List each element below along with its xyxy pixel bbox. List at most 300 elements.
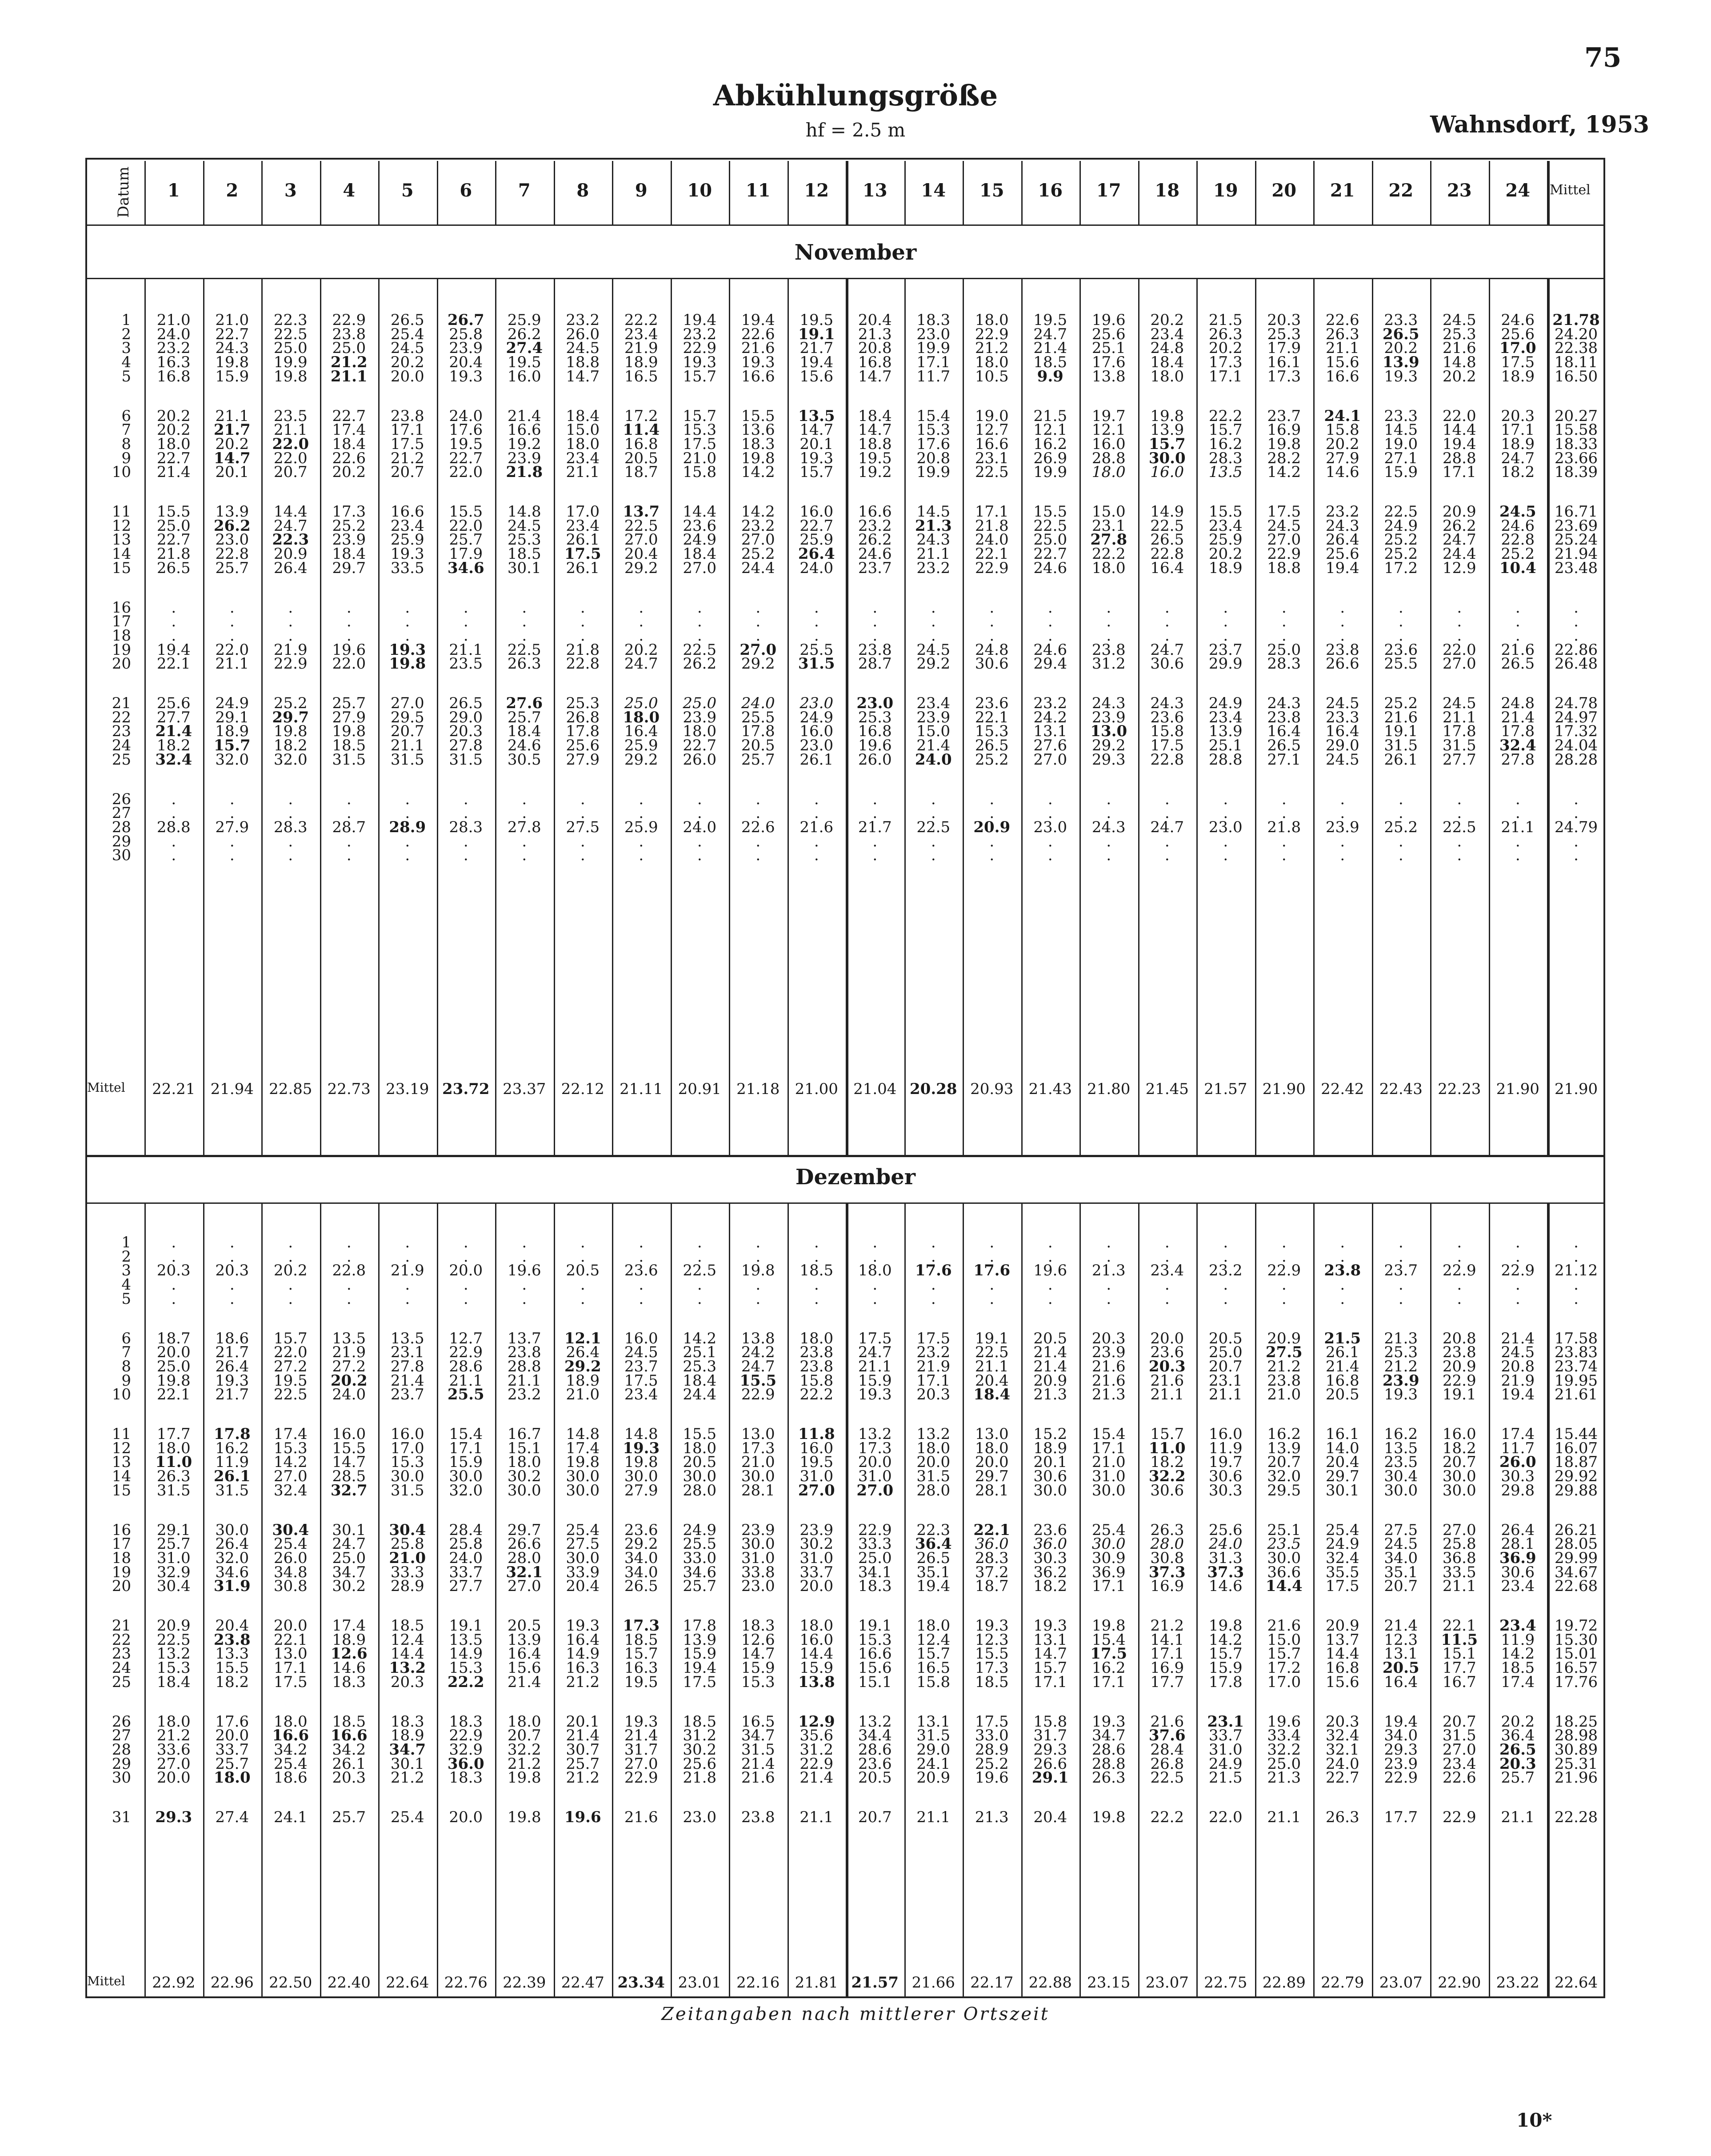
table-cell: 22.68 — [1554, 1577, 1598, 1595]
missing-value: . — [756, 626, 761, 645]
table-cell: 23.2 — [1033, 694, 1067, 712]
table-cell: 19.8 — [389, 655, 426, 673]
table-cell: 13.9 — [683, 1631, 717, 1649]
table-cell: 12.3 — [1384, 1631, 1418, 1649]
table-cell: 19.8 — [1267, 435, 1301, 453]
table-cell: 26.2 — [858, 531, 892, 549]
table-cell: 25.3 — [683, 1357, 717, 1375]
table-cell: 26.6 — [1325, 655, 1359, 673]
column-rule — [1547, 1202, 1550, 1998]
missing-value: . — [171, 832, 176, 850]
table-cell: 20.9 — [973, 818, 1011, 836]
missing-value: . — [697, 832, 702, 850]
missing-value: . — [171, 804, 176, 822]
column-rule — [1021, 1202, 1023, 1998]
table-cell: 31.5 — [741, 1740, 775, 1759]
column-rule — [1372, 1202, 1373, 1998]
missing-value: . — [872, 598, 878, 617]
missing-value: . — [229, 1290, 235, 1308]
table-cell: 20.0 — [916, 1453, 951, 1471]
table-cell: 15.0 — [1267, 1631, 1301, 1649]
column-rule — [203, 161, 204, 224]
table-cell: 25.2 — [1384, 545, 1418, 563]
missing-value: . — [931, 832, 936, 850]
table-cell: 32.4 — [1325, 1727, 1359, 1745]
table-cell: 23.5 — [1384, 1453, 1418, 1471]
missing-value: . — [1515, 804, 1520, 822]
table-cell: 19.5 — [800, 311, 834, 329]
table-cell: 21.1 — [1442, 708, 1476, 726]
table-cell: 29.3 — [1384, 1740, 1418, 1759]
table-cell: 31.2 — [800, 1740, 834, 1759]
table-cell: 24.0 — [800, 559, 834, 577]
mittel-cell: 22.76 — [444, 1974, 488, 1992]
table-cell: 18.9 — [1033, 1439, 1067, 1457]
table-cell: 24.0 — [741, 694, 775, 712]
table-cell: 16.3 — [566, 1659, 600, 1677]
table-cell: 16.71 — [1554, 503, 1598, 521]
day-label: 23 — [112, 722, 131, 741]
missing-value: . — [405, 832, 410, 850]
table-cell: 16.2 — [215, 1439, 249, 1457]
table-cell: 33.9 — [566, 1563, 600, 1581]
mittel-cell: 23.22 — [1496, 1974, 1539, 1992]
table-cell: 22.5 — [1150, 517, 1184, 535]
table-cell: 18.9 — [332, 1631, 366, 1649]
table-cell: 24.0 — [156, 325, 191, 343]
table-cell: 18.0 — [1091, 559, 1126, 577]
missing-value: . — [989, 1234, 995, 1251]
missing-value: . — [756, 1290, 761, 1308]
table-cell: 17.8 — [566, 722, 600, 741]
table-cell: 19.8 — [156, 1371, 191, 1390]
table-cell: 19.9 — [916, 339, 951, 357]
day-label: 7 — [121, 421, 131, 439]
table-cell: 23.4 — [624, 1386, 658, 1404]
table-cell: 20.2 — [1501, 1712, 1535, 1731]
table-cell: 27.9 — [566, 750, 600, 769]
mittel-cell: 22.42 — [1321, 1080, 1364, 1098]
missing-value: . — [756, 1276, 761, 1294]
table-cell: 22.6 — [1325, 311, 1359, 329]
table-cell: 21.2 — [507, 1755, 541, 1773]
table-cell: 22.0 — [1442, 407, 1476, 425]
table-cell: 23.6 — [624, 1262, 658, 1280]
column-rule — [495, 1202, 496, 1998]
table-cell: 29.7 — [332, 559, 366, 577]
column-rule — [1196, 1202, 1198, 1998]
missing-value: . — [1281, 846, 1287, 865]
table-cell: 24.6 — [858, 545, 892, 563]
table-cell: 30.4 — [1384, 1467, 1418, 1486]
missing-value: . — [814, 626, 819, 645]
column-rule — [1372, 161, 1373, 224]
table-cell: 26.6 — [1033, 1755, 1067, 1773]
table-cell: 30.0 — [449, 1467, 483, 1486]
table-cell: 31.0 — [741, 1549, 775, 1567]
table-cell: 25.0 — [683, 694, 717, 712]
missing-value: . — [463, 1234, 468, 1251]
table-cell: 19.0 — [1384, 435, 1418, 453]
table-cell: 17.1 — [1150, 1645, 1184, 1663]
table-cell: 21.0 — [1267, 1386, 1301, 1404]
table-cell: 15.9 — [741, 1659, 775, 1677]
table-cell: 22.9 — [273, 655, 308, 673]
day-label: 28 — [112, 818, 131, 836]
table-cell: 24.1 — [916, 1755, 951, 1773]
table-cell: 17.2 — [1384, 559, 1418, 577]
missing-value: . — [1574, 846, 1579, 865]
table-cell: 29.2 — [624, 559, 658, 577]
missing-value: . — [1164, 613, 1170, 631]
table-cell: 16.6 — [975, 435, 1009, 453]
mittel-cell: 22.85 — [269, 1080, 312, 1098]
table-cell: 24.3 — [1150, 694, 1184, 712]
table-cell: 28.9 — [390, 1577, 424, 1595]
missing-value: . — [405, 846, 410, 865]
table-cell: 18.39 — [1554, 463, 1598, 481]
table-cell: 21.2 — [1384, 1357, 1418, 1375]
table-cell: 18.7 — [975, 1577, 1009, 1595]
mittel-cell: 21.81 — [795, 1974, 838, 1992]
table-cell: 22.5 — [683, 1262, 717, 1280]
table-cell: 17.5 — [564, 545, 601, 563]
table-cell: 27.9 — [624, 1481, 658, 1499]
table-cell: 24.1 — [273, 1808, 308, 1826]
table-cell: 22.0 — [449, 463, 483, 481]
hour-header-9: 9 — [635, 180, 648, 201]
missing-value: . — [1340, 1290, 1345, 1308]
table-cell: 15.5 — [1033, 503, 1067, 521]
missing-value: . — [639, 598, 644, 617]
table-cell: 25.5 — [800, 641, 834, 659]
table-cell: 34.0 — [624, 1549, 658, 1567]
missing-value: . — [1457, 790, 1462, 808]
table-cell: 17.3 — [1267, 367, 1301, 385]
table-cell: 14.8 — [624, 1425, 658, 1443]
mittel-cell: 23.37 — [503, 1080, 546, 1098]
table-cell: 17.1 — [1091, 1577, 1126, 1595]
missing-value: . — [1457, 804, 1462, 822]
table-cell: 16.4 — [1384, 1673, 1418, 1691]
table-cell: 13.0 — [975, 1425, 1009, 1443]
table-cell: 32.1 — [506, 1563, 543, 1581]
table-cell: 20.7 — [858, 1808, 892, 1826]
day-label: 2 — [121, 325, 131, 343]
missing-value: . — [1164, 1247, 1170, 1266]
table-cell: 18.0 — [975, 311, 1009, 329]
table-cell: 19.8 — [741, 449, 775, 467]
table-cell: 23.9 — [800, 1521, 834, 1539]
table-cell: 19.6 — [1267, 1712, 1301, 1731]
table-cell: 23.4 — [566, 449, 600, 467]
mittel-cell: 22.89 — [1262, 1974, 1306, 1992]
table-cell: 18.25 — [1554, 1712, 1598, 1731]
table-cell: 23.8 — [507, 1343, 541, 1362]
table-cell: 30.1 — [390, 1755, 424, 1773]
table-cell: 14.6 — [1208, 1577, 1243, 1595]
table-cell: 15.7 — [683, 367, 717, 385]
table-cell: 18.9 — [624, 353, 658, 372]
missing-value: . — [989, 790, 995, 808]
table-cell: 18.6 — [273, 1769, 308, 1787]
table-cell: 29.4 — [1033, 655, 1067, 673]
table-cell: 37.3 — [1148, 1563, 1186, 1581]
table-cell: 13.0 — [1090, 722, 1127, 741]
table-cell: 21.2 — [975, 339, 1009, 357]
table-cell: 13.5 — [798, 407, 835, 425]
table-cell: 29.88 — [1554, 1481, 1598, 1499]
table-cell: 14.8 — [566, 1425, 600, 1443]
column-rule — [320, 1202, 321, 1998]
table-cell: 21.9 — [273, 641, 308, 659]
missing-value: . — [931, 804, 936, 822]
table-cell: 35.5 — [1325, 1563, 1359, 1581]
missing-value: . — [346, 1276, 352, 1294]
table-cell: 20.4 — [449, 353, 483, 372]
table-cell: 26.5 — [975, 737, 1009, 755]
table-cell: 22.8 — [215, 545, 249, 563]
missing-value: . — [931, 613, 936, 631]
table-cell: 24.0 — [449, 1549, 483, 1567]
table-cell: 13.2 — [916, 1425, 951, 1443]
table-cell: 26.3 — [1150, 1521, 1184, 1539]
table-cell: 25.9 — [800, 531, 834, 549]
mittel-cell: 21.90 — [1554, 1080, 1598, 1098]
missing-value: . — [1223, 626, 1228, 645]
table-cell: 16.5 — [916, 1659, 951, 1677]
day-label: 14 — [112, 545, 131, 563]
table-cell: 15.3 — [975, 722, 1009, 741]
table-cell: 36.4 — [1501, 1727, 1535, 1745]
missing-value: . — [989, 832, 995, 850]
table-cell: 20.2 — [390, 353, 424, 372]
table-cell: 18.0 — [156, 1439, 191, 1457]
table-cell: 20.3 — [215, 1262, 249, 1280]
table-cell: 22.8 — [332, 1262, 366, 1280]
table-cell: 21.78 — [1552, 311, 1600, 329]
table-cell: 31.5 — [798, 655, 835, 673]
table-cell: 20.3 — [390, 1673, 424, 1691]
table-cell: 36.0 — [447, 1755, 484, 1773]
table-cell: 18.8 — [566, 353, 600, 372]
missing-value: . — [756, 1247, 761, 1266]
table-cell: 28.98 — [1554, 1727, 1598, 1745]
missing-value: . — [697, 846, 702, 865]
month-rule — [85, 1202, 1605, 1204]
table-cell: 20.5 — [1382, 1659, 1419, 1677]
table-cell: 18.8 — [1267, 559, 1301, 577]
missing-value: . — [1223, 1276, 1228, 1294]
table-cell: 33.7 — [449, 1563, 483, 1581]
table-cell: 19.8 — [507, 1769, 541, 1787]
table-cell: 23.2 — [156, 339, 191, 357]
missing-value: . — [1281, 1276, 1287, 1294]
day-label: 13 — [112, 531, 131, 549]
table-cell: 25.6 — [156, 694, 191, 712]
missing-value: . — [872, 1234, 878, 1251]
table-cell: 25.8 — [1442, 1535, 1476, 1553]
day-label: 18 — [112, 626, 131, 645]
table-cell: 22.9 — [449, 1727, 483, 1745]
missing-value: . — [1047, 1247, 1053, 1266]
table-cell: 28.8 — [507, 1357, 541, 1375]
table-cell: 30.0 — [390, 1467, 424, 1486]
missing-value: . — [989, 804, 995, 822]
table-cell: 21.9 — [390, 1262, 424, 1280]
table-cell: 25.3 — [1384, 1343, 1418, 1362]
table-cell: 27.0 — [1033, 750, 1067, 769]
table-cell: 14.4 — [1325, 1645, 1359, 1663]
column-rule — [1196, 161, 1198, 224]
table-cell: 23.8 — [1325, 641, 1359, 659]
table-cell: 30.6 — [1150, 655, 1184, 673]
missing-value: . — [1281, 832, 1287, 850]
table-cell: 26.5 — [916, 1549, 951, 1567]
table-cell: 25.4 — [390, 325, 424, 343]
table-cell: 22.1 — [273, 1631, 308, 1649]
table-cell: 20.7 — [1442, 1712, 1476, 1731]
table-cell: 17.7 — [156, 1425, 191, 1443]
table-cell: 23.9 — [449, 339, 483, 357]
table-cell: 21.2 — [330, 353, 368, 372]
table-cell: 30.2 — [507, 1467, 541, 1486]
table-cell: 30.0 — [624, 1467, 658, 1486]
table-cell: 23.8 — [1267, 708, 1301, 726]
hour-header-12: 12 — [804, 180, 829, 201]
table-cell: 15.5 — [975, 1645, 1009, 1663]
missing-value: . — [522, 626, 527, 645]
table-cell: 20.5 — [1033, 1329, 1067, 1347]
table-cell: 21.9 — [332, 1343, 366, 1362]
table-cell: 19.6 — [507, 1262, 541, 1280]
table-cell: 12.9 — [1442, 559, 1476, 577]
table-cell: 14.7 — [332, 1453, 366, 1471]
table-cell: 16.8 — [1325, 1371, 1359, 1390]
table-cell: 23.48 — [1554, 559, 1598, 577]
table-cell: 13.1 — [1384, 1645, 1418, 1663]
table-cell: 25.3 — [1267, 325, 1301, 343]
table-cell: 27.9 — [332, 708, 366, 726]
table-cell: 21.2 — [1267, 1357, 1301, 1375]
hour-header-6: 6 — [460, 180, 472, 201]
table-cell: 19.5 — [800, 1453, 834, 1471]
table-cell: 33.7 — [1208, 1727, 1243, 1745]
table-cell: 15.5 — [156, 503, 191, 521]
missing-value: . — [346, 1290, 352, 1308]
table-cell: 21.6 — [1150, 1712, 1184, 1731]
table-cell: 22.2 — [800, 1386, 834, 1404]
table-cell: 17.9 — [449, 545, 483, 563]
table-cell: 15.3 — [858, 1631, 892, 1649]
table-cell: 26.5 — [1267, 737, 1301, 755]
table-cell: 23.5 — [273, 407, 308, 425]
table-cell: 33.0 — [975, 1727, 1009, 1745]
table-cell: 26.5 — [1501, 655, 1535, 673]
table-cell: 26.0 — [858, 750, 892, 769]
missing-value: . — [756, 613, 761, 631]
table-cell: 14.4 — [273, 503, 308, 521]
missing-value: . — [463, 790, 468, 808]
table-cell: 16.9 — [1267, 421, 1301, 439]
missing-value: . — [639, 626, 644, 645]
column-rule — [963, 161, 964, 224]
table-cell: 20.9 — [273, 545, 308, 563]
table-cell: 23.2 — [1325, 503, 1359, 521]
table-cell: 30.1 — [332, 1521, 366, 1539]
table-cell: 25.5 — [1384, 655, 1418, 673]
table-cell: 19.5 — [624, 1673, 658, 1691]
table-cell: 17.6 — [915, 1262, 952, 1280]
table-cell: 14.0 — [1325, 1439, 1359, 1457]
missing-value: . — [931, 1234, 936, 1251]
missing-value: . — [346, 1247, 352, 1266]
month-rule — [85, 278, 1605, 279]
table-cell: 18.6 — [215, 1329, 249, 1347]
table-cell: 18.4 — [156, 1673, 191, 1691]
missing-value: . — [1106, 613, 1111, 631]
table-cell: 23.0 — [215, 531, 249, 549]
table-cell: 22.0 — [1208, 1808, 1243, 1826]
table-cell: 21.5 — [1033, 407, 1067, 425]
table-cell: 18.2 — [1033, 1577, 1067, 1595]
table-cell: 14.4 — [683, 503, 717, 521]
table-cell: 18.4 — [332, 435, 366, 453]
table-cell: 16.0 — [1091, 435, 1126, 453]
day-label: 30 — [112, 846, 131, 865]
table-cell: 25.2 — [1501, 545, 1535, 563]
month-title-november: November — [794, 240, 917, 265]
table-cell: 15.5 — [1208, 503, 1243, 521]
missing-value: . — [288, 1290, 293, 1308]
table-cell: 16.1 — [1325, 1425, 1359, 1443]
mittel-cell: 21.45 — [1145, 1080, 1189, 1098]
table-cell: 21.8 — [506, 463, 543, 481]
table-cell: 25.8 — [449, 1535, 483, 1553]
mittel-cell: 21.80 — [1087, 1080, 1131, 1098]
table-cell: 18.4 — [332, 545, 366, 563]
table-cell: 15.8 — [1150, 722, 1184, 741]
table-cell: 20.4 — [1325, 1453, 1359, 1471]
column-rule — [612, 1202, 613, 1998]
table-cell: 25.6 — [1208, 1521, 1243, 1539]
table-cell: 23.8 — [332, 325, 366, 343]
table-cell: 19.4 — [1501, 1386, 1535, 1404]
missing-value: . — [1047, 1234, 1053, 1251]
table-cell: 20.8 — [1501, 1357, 1535, 1375]
table-cell: 30.6 — [1208, 1467, 1243, 1486]
table-cell: 15.7 — [1033, 1659, 1067, 1677]
table-cell: 18.0 — [916, 1439, 951, 1457]
table-cell: 10.5 — [975, 367, 1009, 385]
table-cell: 23.1 — [1091, 517, 1126, 535]
mittel-header: Mittel — [1550, 182, 1591, 198]
table-cell: 33.3 — [858, 1535, 892, 1553]
table-cell: 20.3 — [1148, 1357, 1186, 1375]
missing-value: . — [288, 598, 293, 617]
table-cell: 20.2 — [1208, 339, 1243, 357]
table-cell: 22.5 — [273, 325, 308, 343]
table-cell: 26.6 — [507, 1535, 541, 1553]
table-cell: 14.4 — [390, 1645, 424, 1663]
day-label: 8 — [121, 1357, 131, 1375]
table-cell: 22.8 — [566, 655, 600, 673]
missing-value: . — [229, 1247, 235, 1266]
missing-value: . — [639, 804, 644, 822]
missing-value: . — [171, 1290, 176, 1308]
table-cell: 31.5 — [215, 1481, 249, 1499]
table-cell: 32.2 — [507, 1740, 541, 1759]
